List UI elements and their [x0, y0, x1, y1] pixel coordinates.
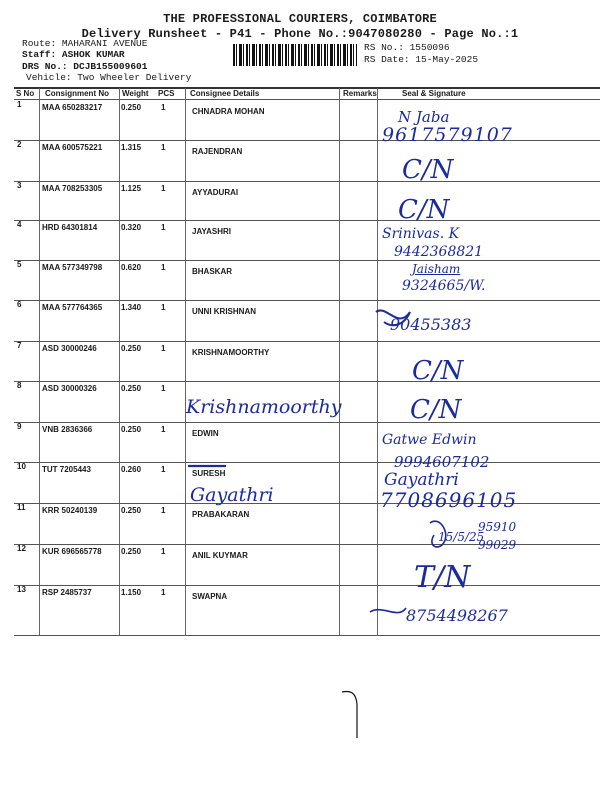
- scribble-stroke: [376, 310, 410, 325]
- row-consignment-no: VNB 2836366: [42, 425, 93, 434]
- row-consignee: ANIL KUYMAR: [192, 551, 248, 560]
- handwritten-phone: 8754498267: [406, 606, 508, 625]
- runsheet-title: Delivery Runsheet - P41 - Phone No.:9047080280 - Page No.:1: [81, 27, 519, 41]
- row-consignee: SURESH: [192, 469, 226, 478]
- handwritten-signature: Gatwe Edwin: [382, 432, 477, 448]
- handwritten-consignee: Gayathri: [190, 484, 274, 506]
- row-consignee: PRABAKARAN: [192, 510, 250, 519]
- row-weight: 1.150: [121, 588, 142, 597]
- row-consignee: RAJENDRAN: [192, 147, 243, 156]
- handwritten-date: 15/5/25: [438, 530, 485, 544]
- row-sno: 1: [17, 100, 22, 109]
- column-header-consignee: Consignee Details: [190, 89, 260, 98]
- row-consignment-no: ASD 30000246: [42, 344, 97, 353]
- row-pcs: 1: [161, 223, 166, 232]
- row-weight: 0.260: [121, 465, 142, 474]
- handwritten-phone: 9617579107: [382, 124, 513, 146]
- row-sno: 6: [17, 300, 22, 309]
- company-title: THE PROFESSIONAL COURIERS, COIMBATORE: [163, 12, 437, 26]
- column-header-pcs: PCS: [158, 89, 175, 98]
- row-weight: 0.250: [121, 506, 142, 515]
- row-weight: 0.250: [121, 344, 142, 353]
- row-pcs: 1: [161, 143, 166, 152]
- row-pcs: 1: [161, 425, 166, 434]
- column-header-weight: Weight: [122, 89, 149, 98]
- handwritten-consignee: Krishnamoorthy: [186, 396, 342, 418]
- row-consignee: BHASKAR: [192, 267, 232, 276]
- handwritten-phone: 9994607102: [394, 453, 490, 471]
- row-weight: 0.620: [121, 263, 142, 272]
- row-pcs: 1: [161, 588, 166, 597]
- row-sno: 12: [17, 544, 26, 553]
- row-consignee: KRISHNAMOORTHY: [192, 348, 270, 357]
- row-weight: 0.320: [121, 223, 142, 232]
- row-sno: 7: [17, 341, 22, 350]
- row-consignment-no: KRR 50240139: [42, 506, 98, 515]
- row-pcs: 1: [161, 506, 166, 515]
- row-weight: 0.250: [121, 425, 142, 434]
- row-consignee: UNNI KRISHNAN: [192, 307, 256, 316]
- row-weight: 0.250: [121, 384, 142, 393]
- row-weight: 1.315: [121, 143, 142, 152]
- pen-mark: [342, 692, 357, 739]
- row-consignee: SWAPNA: [192, 592, 228, 601]
- rs-date: RS Date: 15-May-2025: [364, 54, 479, 65]
- row-consignment-no: TUT 7205443: [42, 465, 91, 474]
- row-consignment-no: MAA 577764365: [42, 303, 103, 312]
- handwritten-phone: 7708696105: [380, 488, 518, 512]
- row-sno: 11: [17, 503, 26, 512]
- handwritten-phone: 90455383: [390, 315, 472, 334]
- row-sno: 13: [17, 585, 26, 594]
- row-sno: 10: [17, 462, 26, 471]
- staff-label: Staff: ASHOK KUMAR: [22, 49, 125, 60]
- row-sno: 2: [17, 140, 22, 149]
- row-sno: 3: [17, 181, 22, 190]
- row-pcs: 1: [161, 263, 166, 272]
- row-weight: 0.250: [121, 547, 142, 556]
- handwritten-cn: C/N: [398, 195, 450, 225]
- handwritten-signature: Srinivas. K: [382, 226, 460, 242]
- handwritten-phone: 95910 99029: [478, 520, 517, 552]
- vehicle-label: Vehicle: Two Wheeler Delivery: [26, 72, 192, 83]
- row-consignee: JAYASHRI: [192, 227, 231, 236]
- row-consignment-no: KUR 696565778: [42, 547, 102, 556]
- row-pcs: 1: [161, 344, 166, 353]
- handwritten-signature: Jaisham: [412, 262, 461, 276]
- row-consignment-no: RSP 2485737: [42, 588, 92, 597]
- row-sno: 9: [17, 422, 22, 431]
- row-pcs: 1: [161, 465, 166, 474]
- rs-number: RS No.: 1550096: [364, 42, 450, 53]
- column-header-consignment: Consignment No: [45, 89, 109, 98]
- row-pcs: 1: [161, 547, 166, 556]
- row-pcs: 1: [161, 303, 166, 312]
- row-consignment-no: MAA 650283217: [42, 103, 103, 112]
- handwritten-signature: N Jaba: [398, 108, 450, 126]
- row-weight: 0.250: [121, 103, 142, 112]
- row-consignee: EDWIN: [192, 429, 219, 438]
- handwritten-signature: Gayathri: [384, 470, 459, 490]
- handwritten-phone: 9324665/W.: [402, 278, 486, 294]
- drs-number: DRS No.: DCJB155009601: [22, 61, 148, 72]
- row-consignee: AYYADURAI: [192, 188, 239, 197]
- column-header-sno: S No: [16, 89, 35, 98]
- handwritten-cn: C/N: [402, 155, 454, 185]
- row-sno: 5: [17, 260, 22, 269]
- row-pcs: 1: [161, 384, 166, 393]
- row-sno: 4: [17, 220, 22, 229]
- row-consignment-no: MAA 600575221: [42, 143, 103, 152]
- row-sno: 8: [17, 381, 22, 390]
- column-header-seal-signature: Seal & Signature: [402, 89, 466, 98]
- handwritten-phone: 9442368821: [394, 244, 484, 260]
- row-pcs: 1: [161, 103, 166, 112]
- row-weight: 1.340: [121, 303, 142, 312]
- row-consignment-no: HRD 64301814: [42, 223, 98, 232]
- row-consignee: CHNADRA MOHAN: [192, 107, 265, 116]
- row-pcs: 1: [161, 184, 166, 193]
- row-consignment-no: MAA 708253305: [42, 184, 103, 193]
- route-label: Route: MAHARANI AVENUE: [22, 38, 148, 49]
- handwritten-tn: T/N: [414, 560, 471, 595]
- row-weight: 1.125: [121, 184, 142, 193]
- column-header-remarks: Remarks: [343, 89, 377, 98]
- row-consignment-no: MAA 577349798: [42, 263, 103, 272]
- row-consignment-no: ASD 30000326: [42, 384, 97, 393]
- handwritten-cn: C/N: [410, 395, 462, 425]
- scribble-stroke: [430, 521, 446, 547]
- scribble-stroke: [370, 608, 406, 613]
- handwritten-cn: C/N: [412, 356, 464, 386]
